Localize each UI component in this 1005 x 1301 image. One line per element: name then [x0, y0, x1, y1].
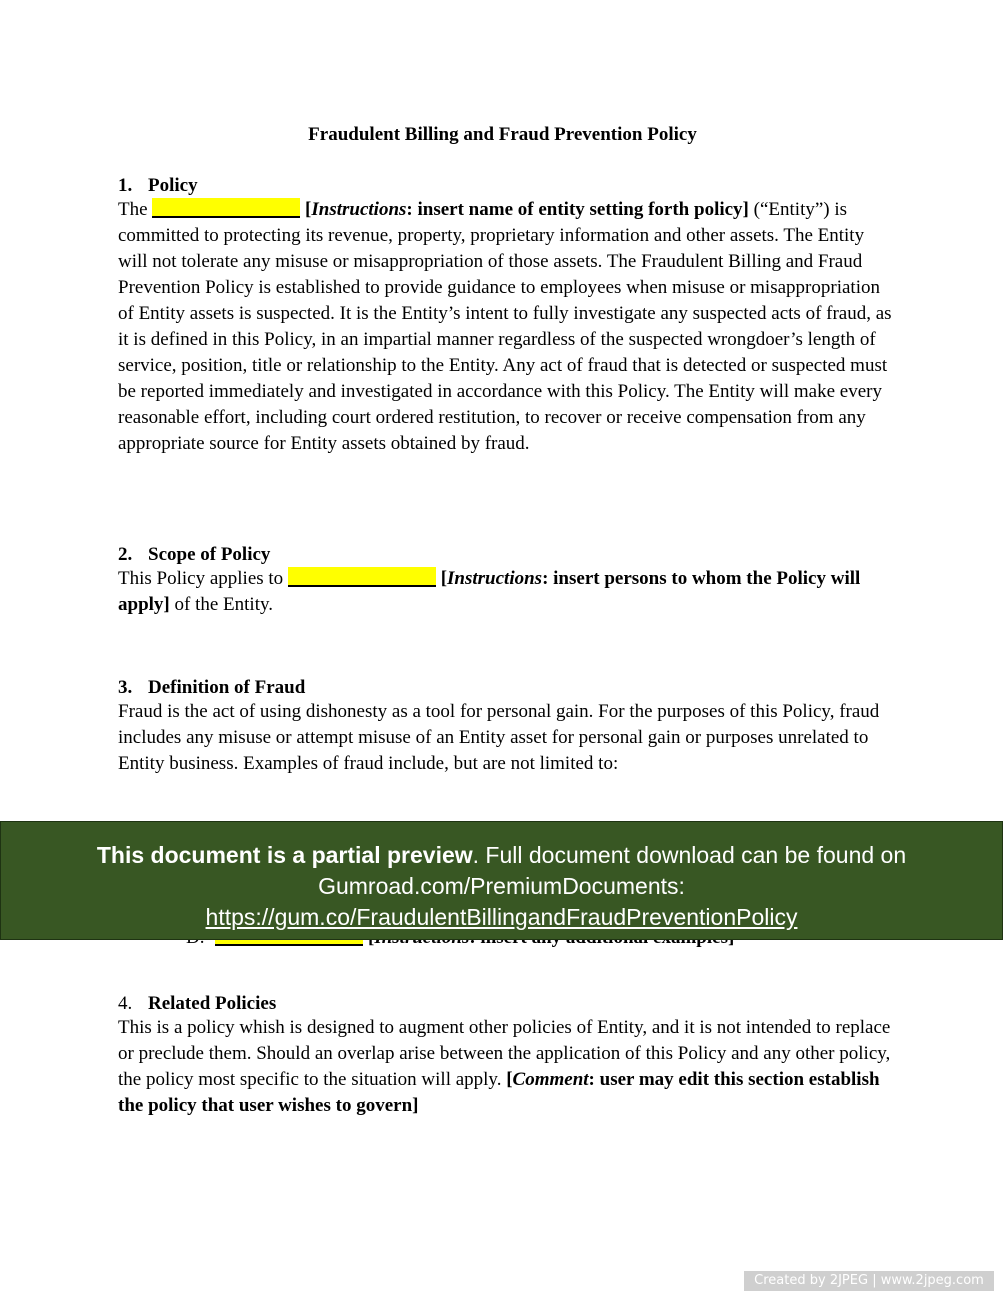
section-definition — [118, 677, 893, 777]
persons-blank[interactable] — [288, 567, 436, 587]
section-heading: 2. Scope of Policy — [118, 544, 271, 565]
section-heading: 1. Policy — [118, 175, 198, 196]
banner-line-2: Gumroad.com/PremiumDocuments: — [318, 873, 685, 899]
section-related-policies — [118, 993, 893, 1119]
section-body: The [Instructions: insert name of entity setting forth policy] (“Entity”) is committed to protecting its revenue, property, proprietary information and other assets. The Entity will not tolerate any misuse or misappropriation of those assets. The Fraudulent Billing and Fraud Prevention Policy is established to provide guidance to employees when misuse or misappropriation of Entity assets is suspected. It is the Entity’s intent to fully investigate any suspected acts of fraud, as it is defined in this Policy, in an impartial manner regardless of the suspected wrongdoer’s length of service, position, title or relationship to the Entity. Any act of fraud that is detected or suspected must be reported immediately and investigated in accordance with this Policy. The Entity will make every reasonable effort, including court ordered restitution, to recover or receive compensation from any appropriate source for Entity assets obtained by fraud. — [118, 199, 892, 454]
section-body: This Policy applies to [Instructions: insert persons to whom the Policy will apply] of the Entity. — [118, 568, 861, 615]
preview-banner — [0, 821, 1003, 940]
download-link[interactable]: https://gum.co/FraudulentBillingandFraudPreventionPolicy — [205, 904, 798, 930]
entity-name-blank[interactable] — [152, 198, 300, 218]
watermark: Created by 2JPEG | www.2jpeg.com — [744, 1271, 994, 1291]
section-heading: 4. Related Policies — [118, 993, 277, 1014]
section-scope — [118, 544, 893, 618]
section-body: Fraud is the act of using dishonesty as a tool for personal gain. For the purposes of this Policy, fraud includes any misuse or attempt misuse of an Entity asset for personal gain or purposes unrelated to Entity business. Examples of fraud include, but are not limited to: — [118, 701, 880, 774]
section-body: This is a policy whish is designed to augment other policies of Entity, and it is not intended to replace or preclude them. Should an overlap arise between the application of this Policy and any other policy, the policy most specific to the situation will apply. [Comment: user may edit this section establish the policy that user wishes to govern] — [118, 1017, 891, 1116]
section-policy — [118, 175, 893, 457]
banner-line-1: This document is a partial preview. Full document download can be found on — [96, 842, 907, 868]
document-title: Fraudulent Billing and Fraud Prevention Policy — [308, 124, 697, 145]
section-heading: 3. Definition of Fraud — [118, 677, 306, 698]
